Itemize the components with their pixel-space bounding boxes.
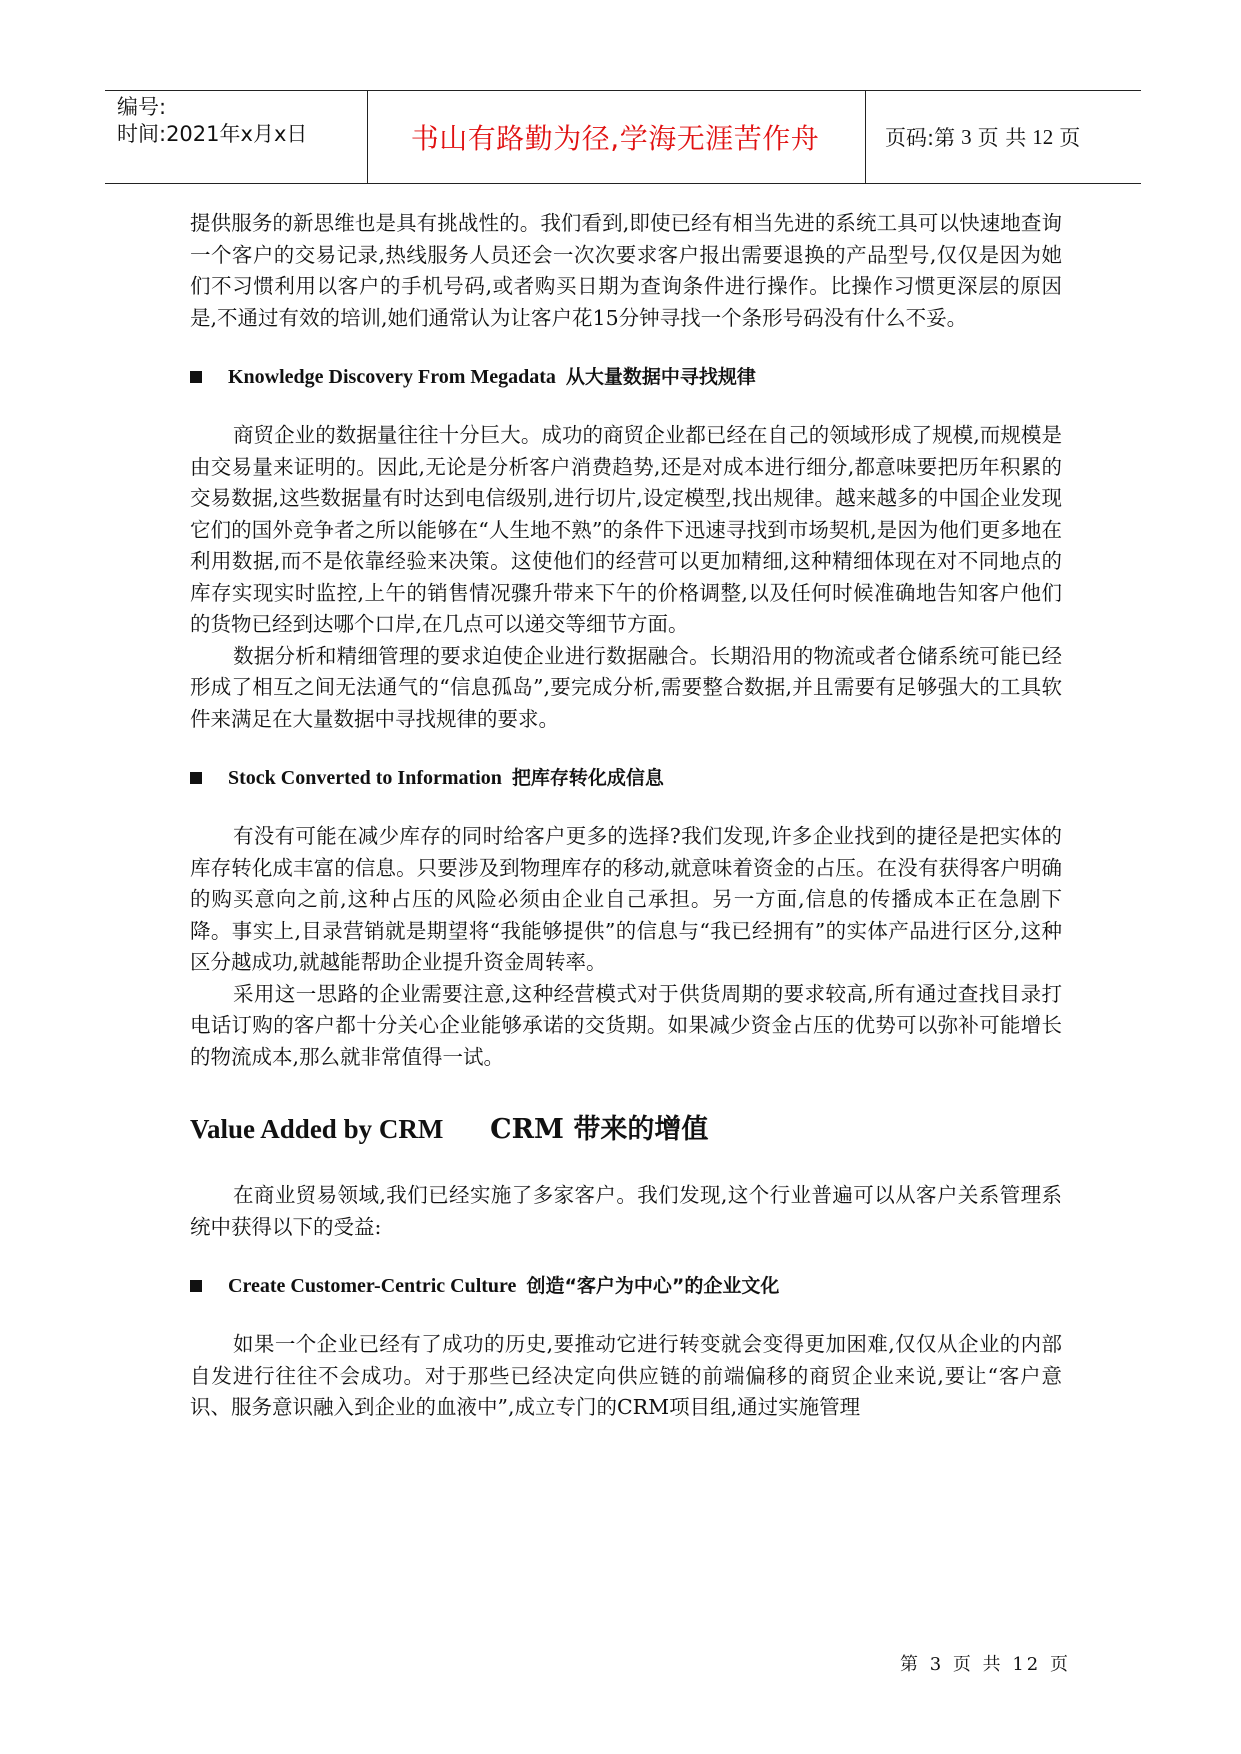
subheading [190,763,1062,793]
paragraph: 在商业贸易领域,我们已经实施了多家客户。我们发现,这个行业普遍可以从客户关系管理系统中获得以下的受益: [190,1183,1062,1239]
header-page-info [875,91,1145,183]
page-current: 3 [961,124,972,149]
header-motto: 书山有路勤为径,学海无涯苦作舟 [410,122,820,155]
paragraph: 提供服务的新思维也是具有挑战性的。我们看到,即使已经有相当先进的系统工具可以快速地查询一个客户的交易记录,热线服务人员还会一次次要求客户报出需要退换的产品型号,仅仅是因为她们不习惯利用以客户的手机号码,或者购买日期为查询条件进行操作。比操作习惯更深层的原因是,不通过有效的培训,她们通常认为让客户花15分钟寻找一个条形号码没有什么不妥。 [190,211,1062,330]
subheading [190,1271,1062,1301]
bullet-square-icon [190,1280,202,1292]
subheading [190,362,1062,392]
paragraph: 数据分析和精细管理的要求迫使企业进行数据融合。长期沿用的物流或者仓储系统可能已经形成了相互之间无法通气的“信息孤岛”,要完成分析,需要整合数据,并且需要有足够强大的工具软件来满足在大量数据中寻找规律的要求。 [190,643,1062,731]
paragraph: 采用这一思路的企业需要注意,这种经营模式对于供货周期的要求较高,所有通过查找目录打电话订购的客户都十分关心企业能够承诺的交货期。如果减少资金占压的优势可以弥补可能增长的物流成本,那么就非常值得一试。 [190,981,1062,1069]
number-label: 编号: [117,95,167,119]
subheading-zh: 创造“客户为中心”的企业文化 [526,1275,780,1297]
paragraph: 如果一个企业已经有了成功的历史,要推动它进行转变就会变得更加困难,仅仅从企业的内部自发进行往往不会成功。对于那些已经决定向供应链的前端偏移的商贸企业来说,要让“客户意识、服务意识融入到企业的血液中”,成立专门的CRM项目组,通过实施管理 [190,1332,1062,1419]
header-divider [367,91,368,183]
page-prefix: 页码:第 [885,126,956,150]
page-suffix: 页 [1059,126,1081,150]
document-body [190,208,1062,1424]
page-total: 12 [1032,124,1054,149]
paragraph: 有没有可能在减少库存的同时给客户更多的选择?我们发现,许多企业找到的捷径是把实体的库存转化成丰富的信息。只要涉及到物理库存的移动,就意味着资金的占压。在没有获得客户明确的购买意向之前,这种占压的风险必须由企业自己承担。另一方面,信息的传播成本正在急剧下降。事实上,目录营销就是期望将“我能够提供”的信息与“我已经拥有”的实体产品进行区分,这种区分越成功,就越能帮助企业提升资金周转率。 [190,824,1062,974]
time-label: 时间:2021年x月x日 [117,122,308,146]
section-title-zh: CRM 带来的增值 [490,1114,709,1145]
paragraph: 商贸企业的数据量往往十分巨大。成功的商贸企业都已经在自己的领域形成了规模,而规模是由交易量来证明的。因此,无论是分析客户消费趋势,还是对成本进行细分,都意味要把历年积累的交易数据,这些数据量有时达到电信级别,进行切片,设定模型,找出规律。越来越多的中国企业发现它们的国外竞争者之所以能够在“人生地不熟”的条件下迅速寻找到市场契机,是因为他们更多地在利用数据,而不是依靠经验来决策。这使他们的经营可以更加精细,这种精细体现在对不同地点的库存实现实时监控,上午的销售情况骤升带来下午的价格调整,以及任何时候准确地告知客户他们的货物已经到达哪个口岸,在几点可以递交等细节方面。 [190,423,1062,636]
subheading-zh: 把库存转化成信息 [511,767,664,789]
section-title-en: Value Added by CRM [190,1114,444,1144]
page-mid: 页 共 [977,126,1027,150]
page-footer: 第 3 页 共 12 页 [900,1654,1071,1675]
subheading-zh: 从大量数据中寻找规律 [565,366,756,388]
subheading-en: Create Customer-Centric Culture [228,1275,517,1297]
header-meta [117,91,367,183]
page-header [105,90,1141,184]
subheading-en: Stock Converted to Information [228,767,502,789]
section-title [190,1111,1062,1148]
header-divider [865,91,866,183]
subheading-en: Knowledge Discovery From Megadata [228,366,556,388]
bullet-square-icon [190,371,202,383]
bullet-square-icon [190,772,202,784]
